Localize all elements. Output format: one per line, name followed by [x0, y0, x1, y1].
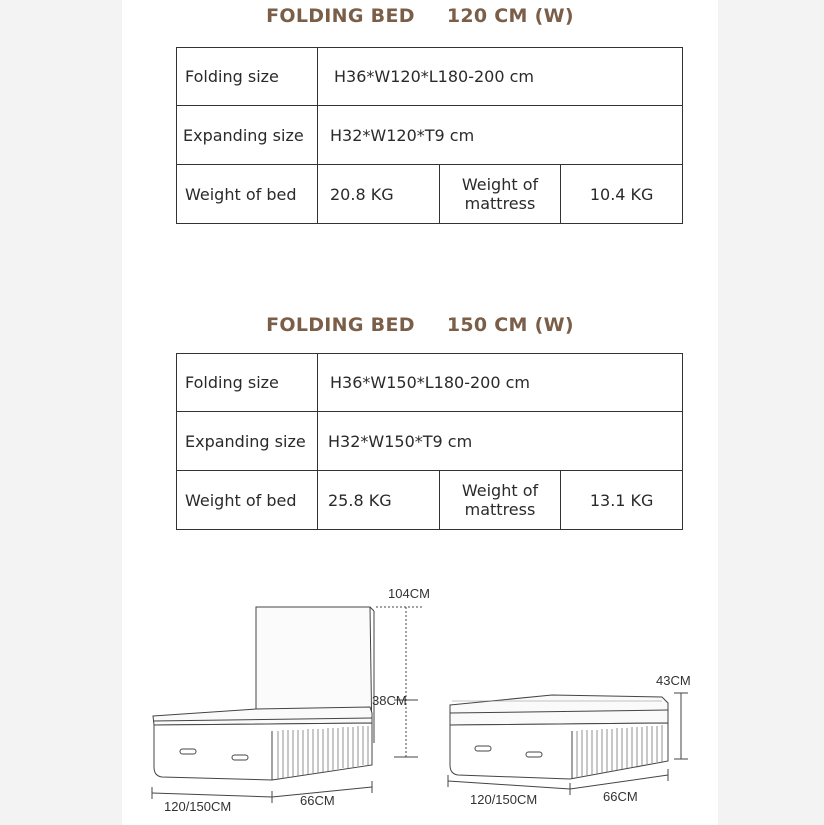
table-row	[177, 471, 683, 530]
folding-size-label: Folding size	[177, 354, 318, 412]
mattress-weight-value: 13.1 KG	[561, 471, 683, 530]
expanding-size-value: H32*W120*T9 cm	[318, 106, 683, 165]
table-row	[177, 106, 683, 165]
mattress-weight-label-line1: Weight of	[461, 175, 539, 194]
bed-weight-value: 25.8 KG	[318, 471, 440, 530]
mattress-weight-label	[439, 165, 561, 224]
expanding-size-value: H32*W150*T9 cm	[318, 412, 683, 471]
expanding-size-label: Expanding size	[177, 106, 318, 165]
mattress-weight-value: 10.4 KG	[561, 165, 683, 224]
left-width-label: 120/150CM	[164, 799, 232, 814]
table-row	[177, 354, 683, 412]
title-width: 150 CM (W)	[446, 314, 574, 336]
expanding-size-label: Expanding size	[177, 412, 318, 471]
section-title-150	[122, 314, 718, 336]
spec-page	[122, 0, 718, 825]
bed-with-headboard-drawing	[153, 607, 374, 780]
right-width-label: 120/150CM	[470, 792, 538, 807]
folding-size-value: H36*W150*L180-200 cm	[318, 354, 683, 412]
table-row	[177, 412, 683, 471]
height-total-label: 104CM	[388, 586, 430, 601]
section-title-120	[122, 5, 718, 27]
folded-height-label: 43CM	[656, 673, 691, 688]
table-row	[177, 165, 683, 224]
height-bed-label: 38CM	[372, 693, 407, 708]
bed-dimension-diagram	[122, 575, 718, 825]
title-width: 120 CM (W)	[446, 5, 574, 27]
folding-size-label: Folding size	[177, 48, 318, 106]
spec-table-120	[176, 47, 683, 224]
mattress-weight-label-line1: Weight of	[461, 481, 539, 500]
folding-size-value: H36*W120*L180-200 cm	[318, 48, 683, 106]
folded-bed-drawing	[450, 695, 668, 779]
bed-weight-value: 20.8 KG	[318, 165, 440, 224]
left-depth-label: 66CM	[300, 793, 335, 808]
spec-table-150	[176, 353, 683, 530]
bed-weight-label: Weight of bed	[177, 165, 318, 224]
bed-weight-label: Weight of bed	[177, 471, 318, 530]
title-product: FOLDING BED	[266, 5, 415, 27]
title-product: FOLDING BED	[266, 314, 415, 336]
table-row	[177, 48, 683, 106]
right-depth-label: 66CM	[603, 789, 638, 804]
mattress-weight-label	[439, 471, 561, 530]
mattress-weight-label-line2: mattress	[464, 194, 536, 213]
mattress-weight-label-line2: mattress	[464, 500, 536, 519]
